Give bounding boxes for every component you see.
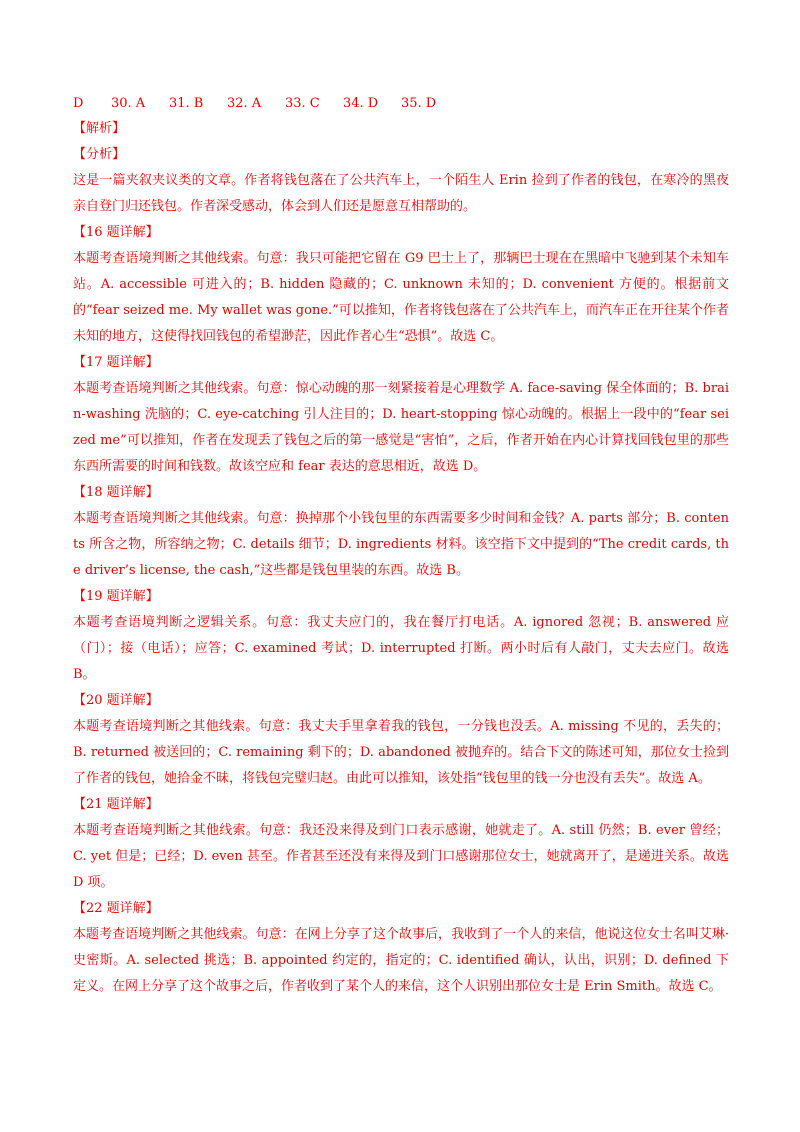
section-heading: 【18 题详解】 [73, 485, 159, 500]
section-heading: 【16 题详解】 [73, 225, 159, 240]
document-page [73, 92, 729, 1000]
section-paragraph: 本题考查语境判断之其他线索。句意：惊心动魄的那一刻紧接着是心理数学 A. face-saving 保全体面的；B. brain-washing 洗脑的；C. eye-catching 引人注目的；D. heart-stopping 惊心动魄的。根据上一段中的“fear seized me”可以推知，作者在发现丢了钱包之后的第一感觉是“害怕”，之后，作者开始在内心计算找回钱包里的那些东西所需要的时间和钱数。故该空应和 fear 表达的意思相近，故选 D。 [73, 381, 729, 474]
answer-item: 33. C [285, 96, 320, 111]
section-paragraph: 本题考查语境判断之逻辑关系。句意：我丈夫应门的，我在餐厅打电话。A. ignored 忽视；B. answered 应（门）；接（电话）；应答；C. examined 考试；D. interrupted 打断。两小时后有人敲门，丈夫去应门。故选 B。 [73, 615, 729, 682]
section-paragraph: 本题考查语境判断之其他线索。句意：换掉那个小钱包里的东西需要多少时间和金钱？A. parts 部分；B. contents 所含之物，所容纳之物；C. details 细节；D. ingredients 材料。该空指下文中提到的“The credit cards, the driver’s license, the cash,”这些都是钱包里装的东西。故选 B。 [73, 511, 729, 578]
answer-item: 35. D [401, 96, 437, 111]
section-heading: 【22 题详解】 [73, 901, 159, 916]
section-19 [73, 584, 729, 688]
answer-item: 30. A [111, 96, 146, 111]
answer-item: 34. D [343, 96, 379, 111]
answer-item: 31. B [169, 96, 204, 111]
section-heading: 【17 题详解】 [73, 355, 159, 370]
section-17 [73, 350, 729, 480]
section-heading: 【20 题详解】 [73, 693, 159, 708]
fenxi-heading: 【分析】 [73, 147, 126, 162]
section-16 [73, 220, 729, 350]
section-22 [73, 896, 729, 1000]
jiexi-heading: 【解析】 [73, 121, 126, 136]
section-heading: 【19 题详解】 [73, 589, 159, 604]
answer-item: D [73, 96, 84, 111]
section-21 [73, 792, 729, 896]
answer-key-row [73, 92, 729, 116]
fenxi-paragraph: 这是一篇夹叙夹议类的文章。作者将钱包落在了公共汽车上，一个陌生人 Erin 捡到了作者的钱包，在寒冷的黑夜亲自登门归还钱包。作者深受感动，体会到人们还是愿意互相帮助的。 [73, 173, 729, 214]
section-20 [73, 688, 729, 792]
answer-item: 32. A [227, 96, 262, 111]
section-paragraph: 本题考查语境判断之其他线索。句意：我丈夫手里拿着我的钱包，一分钱也没丢。A. missing 不见的，丢失的；B. returned 被送回的；C. remaining 剩下的；D. abandoned 被抛弃的。结合下文的陈述可知，那位女士捡到了作者的钱包，她拾金不昧，将钱包完璧归赵。由此可以推知，该处指“钱包里的钱一分也没有丢失”。故选 A。 [73, 719, 729, 786]
section-18 [73, 480, 729, 584]
section-paragraph: 本题考查语境判断之其他线索。句意：我还没来得及到门口表示感谢，她就走了。A. still 仍然；B. ever 曾经；C. yet 但是；已经；D. even 甚至。作者甚至还没有来得及到门口感谢那位女士，她就离开了，是递进关系。故选 D 项。 [73, 823, 729, 890]
section-heading: 【21 题详解】 [73, 797, 159, 812]
section-paragraph: 本题考查语境判断之其他线索。句意：在网上分享了这个故事后，我收到了一个人的来信，他说这位女士名叫艾琳·史密斯。A. selected 挑选；B. appointed 约定的，指定的；C. identified 确认，认出，识别；D. defined 下定义。在网上分享了这个故事之后，作者收到了某个人的来信，这个人识别出那位女士是 Erin Smith。故选 C。 [73, 927, 729, 994]
section-paragraph: 本题考查语境判断之其他线索。句意：我只可能把它留在 G9 巴士上了，那辆巴士现在在黑暗中飞驰到某个未知车站。A. accessible 可进入的；B. hidden 隐藏的；C. unknown 未知的；D. convenient 方便的。根据前文的“fear seized me. My wallet was gone.”可以推知，作者将钱包落在了公共汽车上，而汽车正在开往某个作者未知的地方，这使得找回钱包的希望渺茫，因此作者心生“恐惧”。故选 C。 [73, 251, 729, 344]
